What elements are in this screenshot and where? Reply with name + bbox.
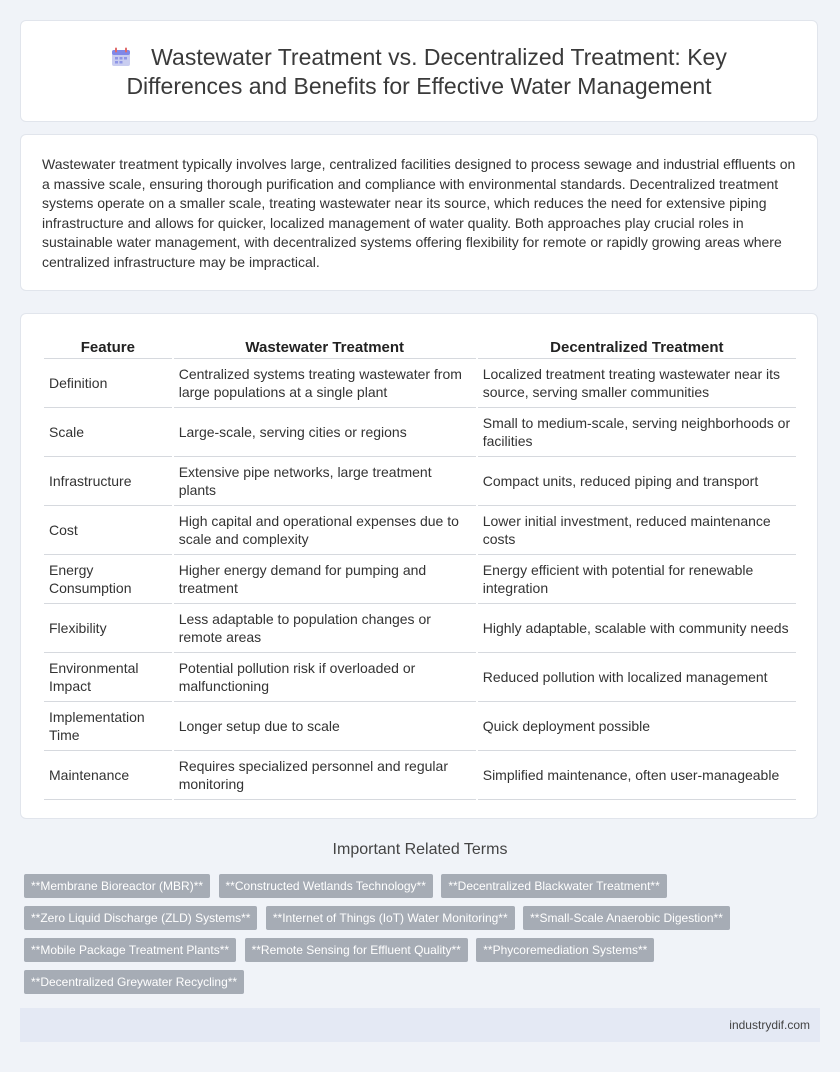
- related-term-tag[interactable]: **Internet of Things (IoT) Water Monitoring**: [266, 906, 515, 930]
- table-row: [44, 604, 796, 653]
- wastewater-cell: Higher energy demand for pumping and treatment: [174, 555, 476, 604]
- wastewater-cell: Centralized systems treating wastewater from large populations at a single plant: [174, 359, 476, 408]
- related-term-tag[interactable]: **Decentralized Blackwater Treatment**: [441, 874, 666, 898]
- table-row: [44, 653, 796, 702]
- table-row: [44, 555, 796, 604]
- decentralized-cell: Small to medium-scale, serving neighborhoods or facilities: [478, 408, 796, 457]
- intro-card: [20, 134, 818, 291]
- footer-site-link[interactable]: industrydif.com: [729, 1018, 810, 1032]
- feature-cell: Definition: [44, 359, 172, 408]
- feature-cell: Cost: [44, 506, 172, 555]
- intro-paragraph: Wastewater treatment typically involves large, centralized facilities designed to process sewage and industrial effluents on a massive scale, ensuring thorough purification and compliance with environmental standards. Decentralized treatment systems operate on a smaller scale, treating wastewater near its source, which reduces the need for extensive piping infrastructure and allows for quicker, localized management of water quality. Both approaches play crucial roles in sustainable water management, with decentralized systems offering flexibility for remote or rapidly growing areas where centralized infrastructure may be impractical.: [42, 156, 796, 270]
- related-term-tag[interactable]: **Remote Sensing for Effluent Quality**: [245, 938, 468, 962]
- header-wastewater: Wastewater Treatment: [174, 334, 476, 359]
- related-terms-heading: Important Related Terms: [332, 841, 508, 858]
- table-row: [44, 408, 796, 457]
- wastewater-cell: High capital and operational expenses due to scale and complexity: [174, 506, 476, 555]
- decentralized-cell: Reduced pollution with localized management: [478, 653, 796, 702]
- decentralized-cell: Simplified maintenance, often user-manageable: [478, 751, 796, 800]
- table-row: [44, 457, 796, 506]
- feature-cell: Implementation Time: [44, 702, 172, 751]
- related-term-tag[interactable]: **Decentralized Greywater Recycling**: [24, 970, 244, 994]
- table-row: [44, 506, 796, 555]
- header-decentralized: Decentralized Treatment: [478, 334, 796, 359]
- footer-bar: [20, 1008, 820, 1042]
- calendar-icon: [111, 45, 131, 65]
- wastewater-cell: Potential pollution risk if overloaded or malfunctioning: [174, 653, 476, 702]
- related-term-tag[interactable]: **Membrane Bioreactor (MBR)**: [24, 874, 210, 898]
- decentralized-cell: Localized treatment treating wastewater near its source, serving smaller communities: [478, 359, 796, 408]
- feature-cell: Flexibility: [44, 604, 172, 653]
- related-term-tag[interactable]: **Mobile Package Treatment Plants**: [24, 938, 236, 962]
- wastewater-cell: Less adaptable to population changes or remote areas: [174, 604, 476, 653]
- related-term-tag[interactable]: **Phycoremediation Systems**: [476, 938, 654, 962]
- feature-cell: Scale: [44, 408, 172, 457]
- decentralized-cell: Lower initial investment, reduced maintenance costs: [478, 506, 796, 555]
- comparison-card: [20, 313, 818, 819]
- decentralized-cell: Highly adaptable, scalable with community needs: [478, 604, 796, 653]
- related-terms-list: [24, 874, 804, 1002]
- comparison-table: [42, 334, 798, 800]
- decentralized-cell: Quick deployment possible: [478, 702, 796, 751]
- page-title-text: Wastewater Treatment vs. Decentralized Treatment: Key Differences and Benefits for Effective Water Management: [126, 44, 727, 99]
- feature-cell: Infrastructure: [44, 457, 172, 506]
- wastewater-cell: Extensive pipe networks, large treatment plants: [174, 457, 476, 506]
- related-term-tag[interactable]: **Small-Scale Anaerobic Digestion**: [523, 906, 730, 930]
- feature-cell: Environmental Impact: [44, 653, 172, 702]
- wastewater-cell: Requires specialized personnel and regular monitoring: [174, 751, 476, 800]
- table-header-row: [44, 334, 796, 359]
- table-row: [44, 359, 796, 408]
- decentralized-cell: Compact units, reduced piping and transport: [478, 457, 796, 506]
- title-card: [20, 20, 818, 122]
- related-term-tag[interactable]: **Constructed Wetlands Technology**: [219, 874, 433, 898]
- table-row: [44, 751, 796, 800]
- feature-cell: Energy Consumption: [44, 555, 172, 604]
- table-row: [44, 702, 796, 751]
- related-term-tag[interactable]: **Zero Liquid Discharge (ZLD) Systems**: [24, 906, 257, 930]
- wastewater-cell: Large-scale, serving cities or regions: [174, 408, 476, 457]
- wastewater-cell: Longer setup due to scale: [174, 702, 476, 751]
- decentralized-cell: Energy efficient with potential for renewable integration: [478, 555, 796, 604]
- header-feature: Feature: [44, 334, 172, 359]
- feature-cell: Maintenance: [44, 751, 172, 800]
- page-title: [21, 43, 817, 101]
